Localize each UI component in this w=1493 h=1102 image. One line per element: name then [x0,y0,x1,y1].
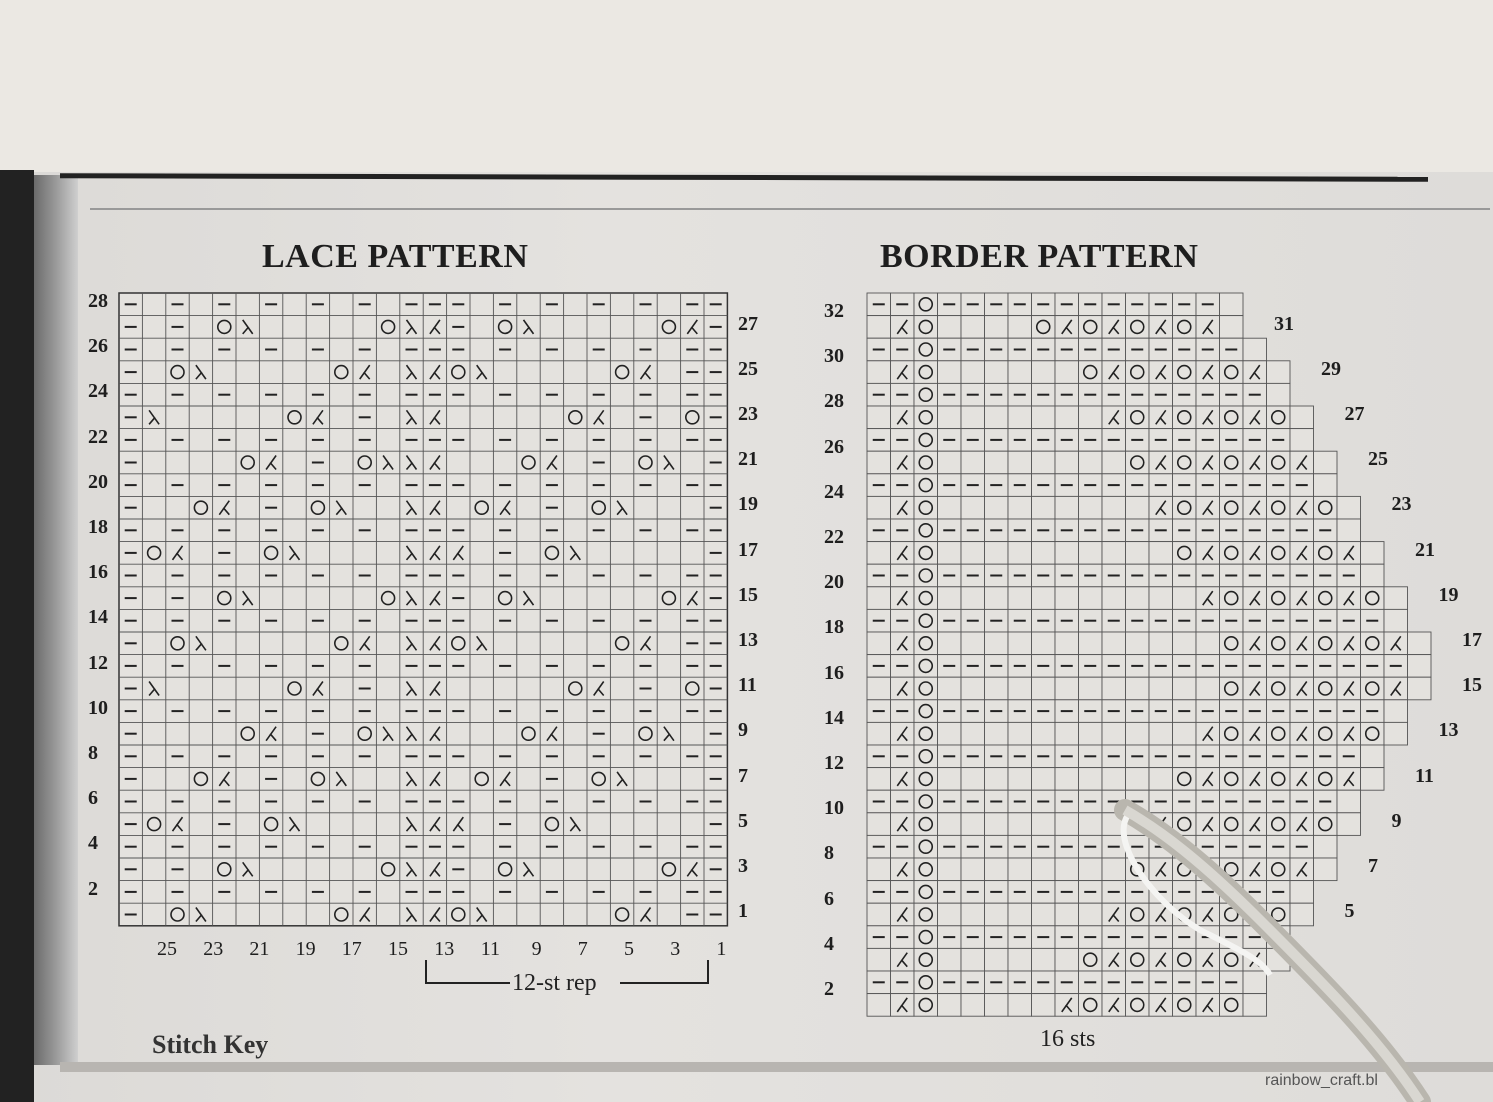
lace-column-number: 3 [670,938,681,960]
lace-row-number: 21 [738,448,758,471]
border-row-number: 4 [824,932,834,955]
border-row-number: 12 [824,752,844,774]
border-row-number: 5 [1344,900,1355,923]
border-row-number: 2 [824,978,834,1000]
lace-row-number: 17 [738,538,758,561]
lace-row-number: 12 [88,651,108,674]
lace-row-number: 18 [88,516,108,538]
border-row-number: 23 [1391,493,1412,516]
border-row-number: 16 [824,661,844,684]
lace-row-number: 16 [88,561,108,584]
lace-row-number: 9 [738,719,748,742]
border-row-number: 28 [824,390,844,413]
lace-row-number: 1 [738,900,748,923]
border-row-number: 11 [1415,764,1434,787]
border-row-number: 19 [1438,583,1459,606]
stitch-key-heading: Stitch Key [152,1030,269,1059]
lace-row-number: 13 [738,629,758,651]
lace-column-number: 1 [716,938,727,960]
lace-row-number: 3 [738,855,748,877]
border-row-number: 13 [1438,719,1459,742]
lace-row-number: 25 [738,357,758,380]
border-row-number: 25 [1368,448,1388,471]
lace-repeat-label: 12-st rep [512,970,597,996]
border-row-number: 29 [1321,357,1341,380]
border-row-number: 20 [824,571,844,594]
lace-row-number: 24 [88,380,108,403]
lace-row-number: 20 [88,470,108,493]
lace-column-number: 21 [249,938,270,960]
lace-row-number: 10 [88,696,108,719]
lace-row-number: 7 [738,764,748,787]
lace-row-number: 28 [88,290,108,312]
lace-column-number: 5 [624,938,634,960]
lace-column-number: 13 [434,938,455,960]
border-row-number: 14 [824,706,844,729]
lace-row-number: 4 [88,832,98,855]
lace-row-number: 14 [88,606,108,629]
lace-column-number: 23 [203,938,224,960]
border-row-number: 27 [1344,403,1365,425]
lace-row-number: 22 [88,425,108,448]
lace-row-number: 8 [88,742,98,764]
lace-row-number: 11 [738,674,757,697]
watermark: rainbow_craft.bl [1265,1072,1378,1089]
lace-column-number: 25 [157,938,177,960]
lace-row-number: 26 [88,335,108,358]
border-row-number: 26 [824,435,844,458]
border-row-number: 24 [824,480,844,503]
lace-row-number: 6 [88,787,98,810]
lace-column-number: 11 [480,938,501,960]
lace-row-number: 19 [738,493,758,516]
lace-column-number: 17 [341,938,362,960]
border-row-number: 6 [824,887,834,910]
border-stitch-count: 16 sts [1040,1026,1096,1052]
lace-column-number: 7 [577,938,588,960]
border-row-number: 17 [1462,629,1482,651]
border-row-number: 22 [824,526,844,548]
lace-row-number: 15 [738,583,758,606]
lace-row-number: 23 [738,403,758,425]
border-row-number: 21 [1415,538,1435,561]
lace-row-number: 5 [738,809,748,832]
lace-row-number: 27 [738,312,758,335]
lace-column-number: 15 [388,938,408,960]
border-row-number: 7 [1368,855,1378,877]
border-row-number: 32 [824,300,844,322]
border-pattern-title: BORDER PATTERN [880,238,1199,275]
border-row-number: 18 [824,616,844,639]
lace-pattern-title: LACE PATTERN [262,238,529,275]
border-row-number: 15 [1462,674,1482,697]
lace-row-number: 2 [88,877,98,900]
border-row-number: 9 [1391,809,1402,832]
lace-column-number: 19 [295,938,316,960]
border-row-number: 30 [824,345,844,368]
border-row-number: 10 [824,797,844,820]
lace-column-number: 9 [531,938,542,960]
border-row-number: 8 [824,842,834,865]
border-row-number: 31 [1274,312,1294,335]
